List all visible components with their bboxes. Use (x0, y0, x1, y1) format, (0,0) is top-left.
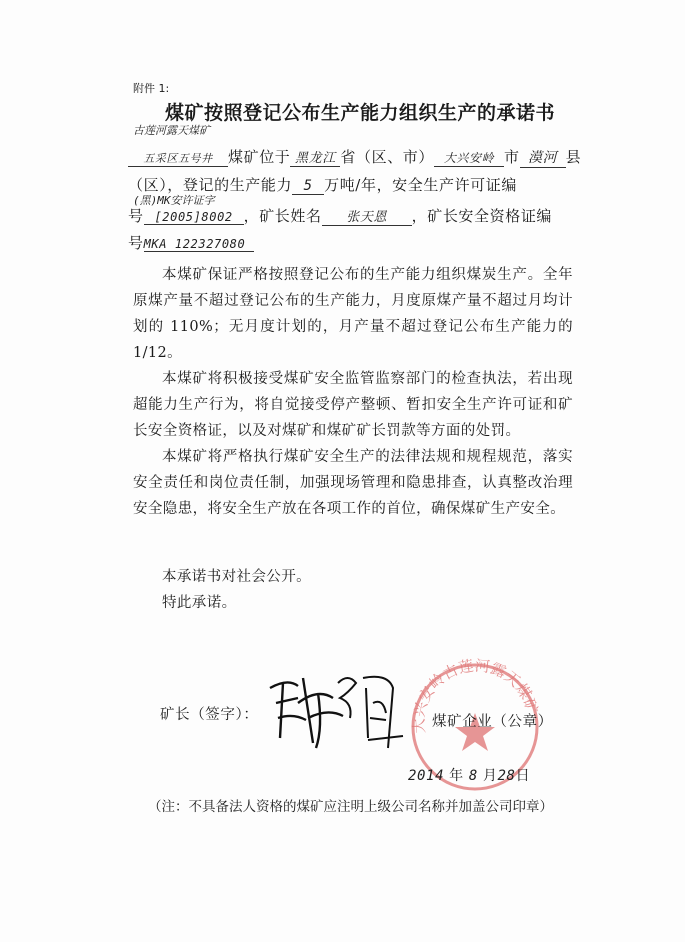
document-title: 煤矿按照登记公布生产能力组织生产的承诺书 (165, 102, 556, 124)
paragraph-1: 本煤矿保证严格按照登记公布的生产能力组织煤炭生产。全年原煤产量不超过登记公布的生产能力，月度原煤产量不超过月均计划的 110%；无月度计划的，月产量不超过登记公布生产能力的 1/12。 (133, 267, 573, 361)
handwritten-county: 漠河 (520, 147, 566, 168)
paragraph-2: 本煤矿将积极接受煤矿安全监管监察部门的检查执法，若出现超能力生产行为，将自觉接受停产整顿、暂扣安全生产许可证和矿长安全资格证，以及对煤矿和煤矿矿长罚款等方面的处罚。 (133, 371, 573, 439)
handwritten-province: 黑龙江 (290, 147, 340, 167)
footnote: （注：不具备法人资格的煤矿应注明上级公司名称并加盖公司印章） (148, 799, 553, 815)
paragraph-5: 特此承诺。 (162, 595, 237, 611)
seal-text: 大兴安岭古莲河露天煤矿 (409, 656, 542, 734)
form-line-2: （区），登记的生产能力 5 万吨/年，安全生产许可证编 (128, 176, 517, 194)
handwritten-mine-name-line2: 五采区五号井 (128, 150, 228, 167)
handwritten-license-number: [2005]8002 (144, 210, 244, 225)
form-line-1: 五采区五号井 煤矿位于 黑龙江 省（区、市） 大兴安岭 市 漠河 县 (128, 146, 581, 168)
handwritten-capacity: 5 (292, 178, 324, 195)
handwritten-cert-number: MKA 122327080 (144, 237, 254, 252)
handwritten-mine-name-line1: 古莲河露天煤矿 (133, 124, 210, 137)
form-line-4: 号MKA 122327080 (128, 232, 254, 253)
attachment-label: 附件 1: (133, 82, 170, 95)
handwritten-director-name: 张天恩 (322, 206, 412, 226)
signing-date: 2014 年 8 月28日 (408, 768, 531, 784)
director-signature-label: 矿长（签字）： (160, 707, 259, 723)
handwritten-city: 大兴安岭 (434, 149, 504, 167)
company-seal-label: 煤矿企业（公章） (432, 714, 553, 730)
paragraph-4: 本承诺书对社会公开。 (162, 569, 311, 585)
form-line-3: 号 [2005]8002 ，矿长姓名 张天恩 ，矿长安全资格证编 (128, 207, 553, 225)
handwritten-license-label: (黑)MK安许证字 (133, 194, 215, 207)
paragraph-3: 本煤矿将严格执行煤矿安全生产的法律法规和规程规范，落实安全责任和岗位责任制，加强现场管理和隐患排查，认真整改治理安全隐患，将安全生产放在各项工作的首位，确保煤矿生产安全。 (133, 449, 573, 517)
director-signature (258, 658, 408, 758)
